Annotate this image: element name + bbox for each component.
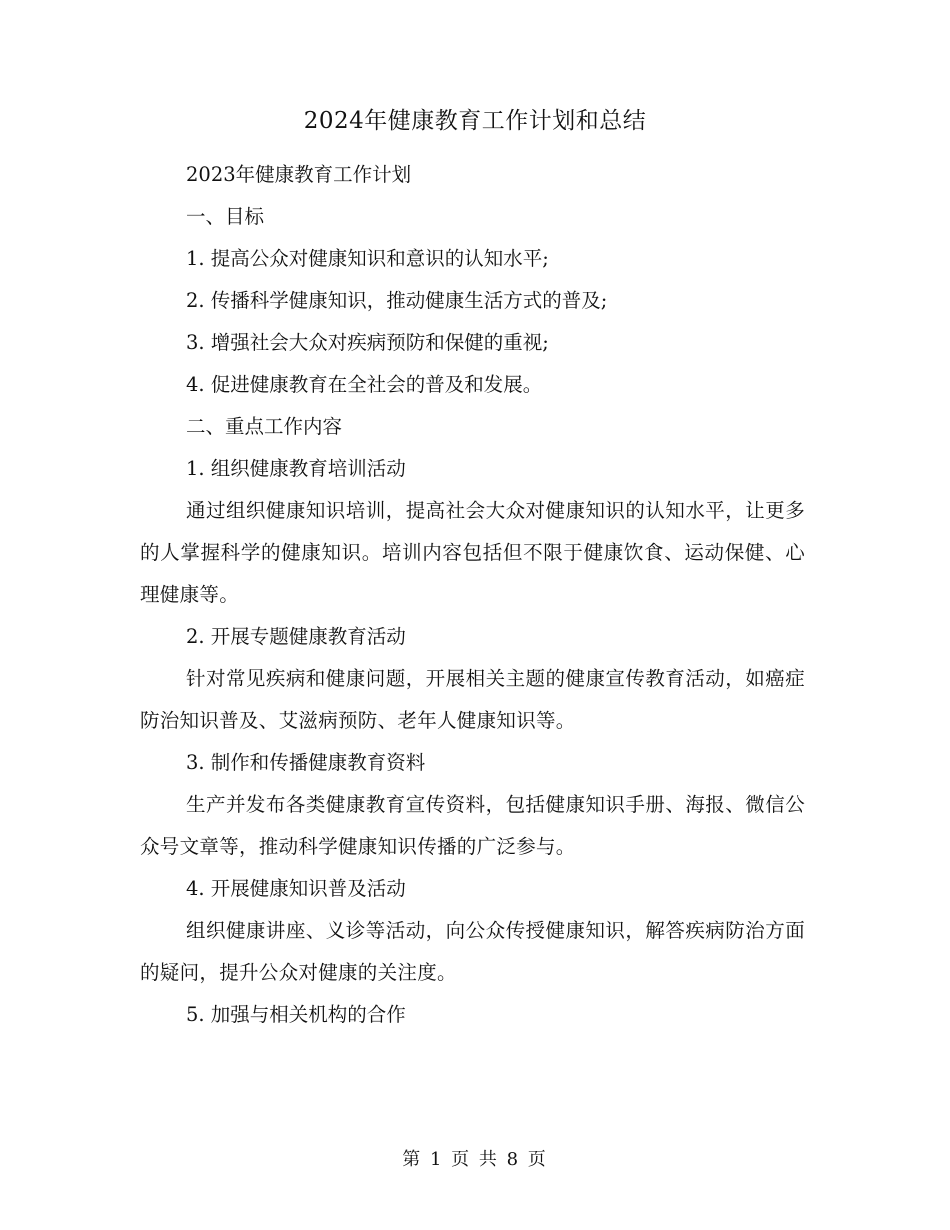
section-heading-key-work: 二、重点工作内容 xyxy=(186,415,343,438)
work-item-heading: 3. 制作和传播健康教育资料 xyxy=(186,751,426,774)
work-item-heading: 2. 开展专题健康教育活动 xyxy=(186,625,406,648)
page-number: 第 1 页 共 8 页 xyxy=(402,1149,548,1170)
plan-heading: 2023年健康教育工作计划 xyxy=(186,163,412,186)
goal-item: 3. 增强社会大众对疾病预防和保健的重视; xyxy=(186,331,549,354)
work-item-heading: 1. 组织健康教育培训活动 xyxy=(186,457,406,480)
document-body xyxy=(140,154,805,1036)
work-item-body: 生产并发布各类健康教育宣传资料，包括健康知识手册、海报、微信公众号文章等，推动科学健康知识传播的广泛参与。 xyxy=(140,793,805,858)
goal-item: 1. 提高公众对健康知识和意识的认知水平; xyxy=(186,247,549,270)
work-item-heading: 4. 开展健康知识普及活动 xyxy=(186,877,406,900)
work-item-body: 组织健康讲座、义诊等活动，向公众传授健康知识，解答疾病防治方面的疑问，提升公众对健康的关注度。 xyxy=(140,919,805,984)
document-title: 2024年健康教育工作计划和总结 xyxy=(303,108,647,134)
goal-item: 2. 传播科学健康知识，推动健康生活方式的普及; xyxy=(186,289,608,312)
section-heading-goals: 一、目标 xyxy=(186,205,265,228)
work-item-body: 通过组织健康知识培训，提高社会大众对健康知识的认知水平，让更多的人掌握科学的健康知识。培训内容包括但不限于健康饮食、运动保健、心理健康等。 xyxy=(140,499,805,606)
goal-item: 4. 促进健康教育在全社会的普及和发展。 xyxy=(186,373,543,396)
work-item-body: 针对常见疾病和健康问题，开展相关主题的健康宣传教育活动，如癌症防治知识普及、艾滋病预防、老年人健康知识等。 xyxy=(140,667,805,732)
work-item-heading: 5. 加强与相关机构的合作 xyxy=(186,1003,406,1026)
